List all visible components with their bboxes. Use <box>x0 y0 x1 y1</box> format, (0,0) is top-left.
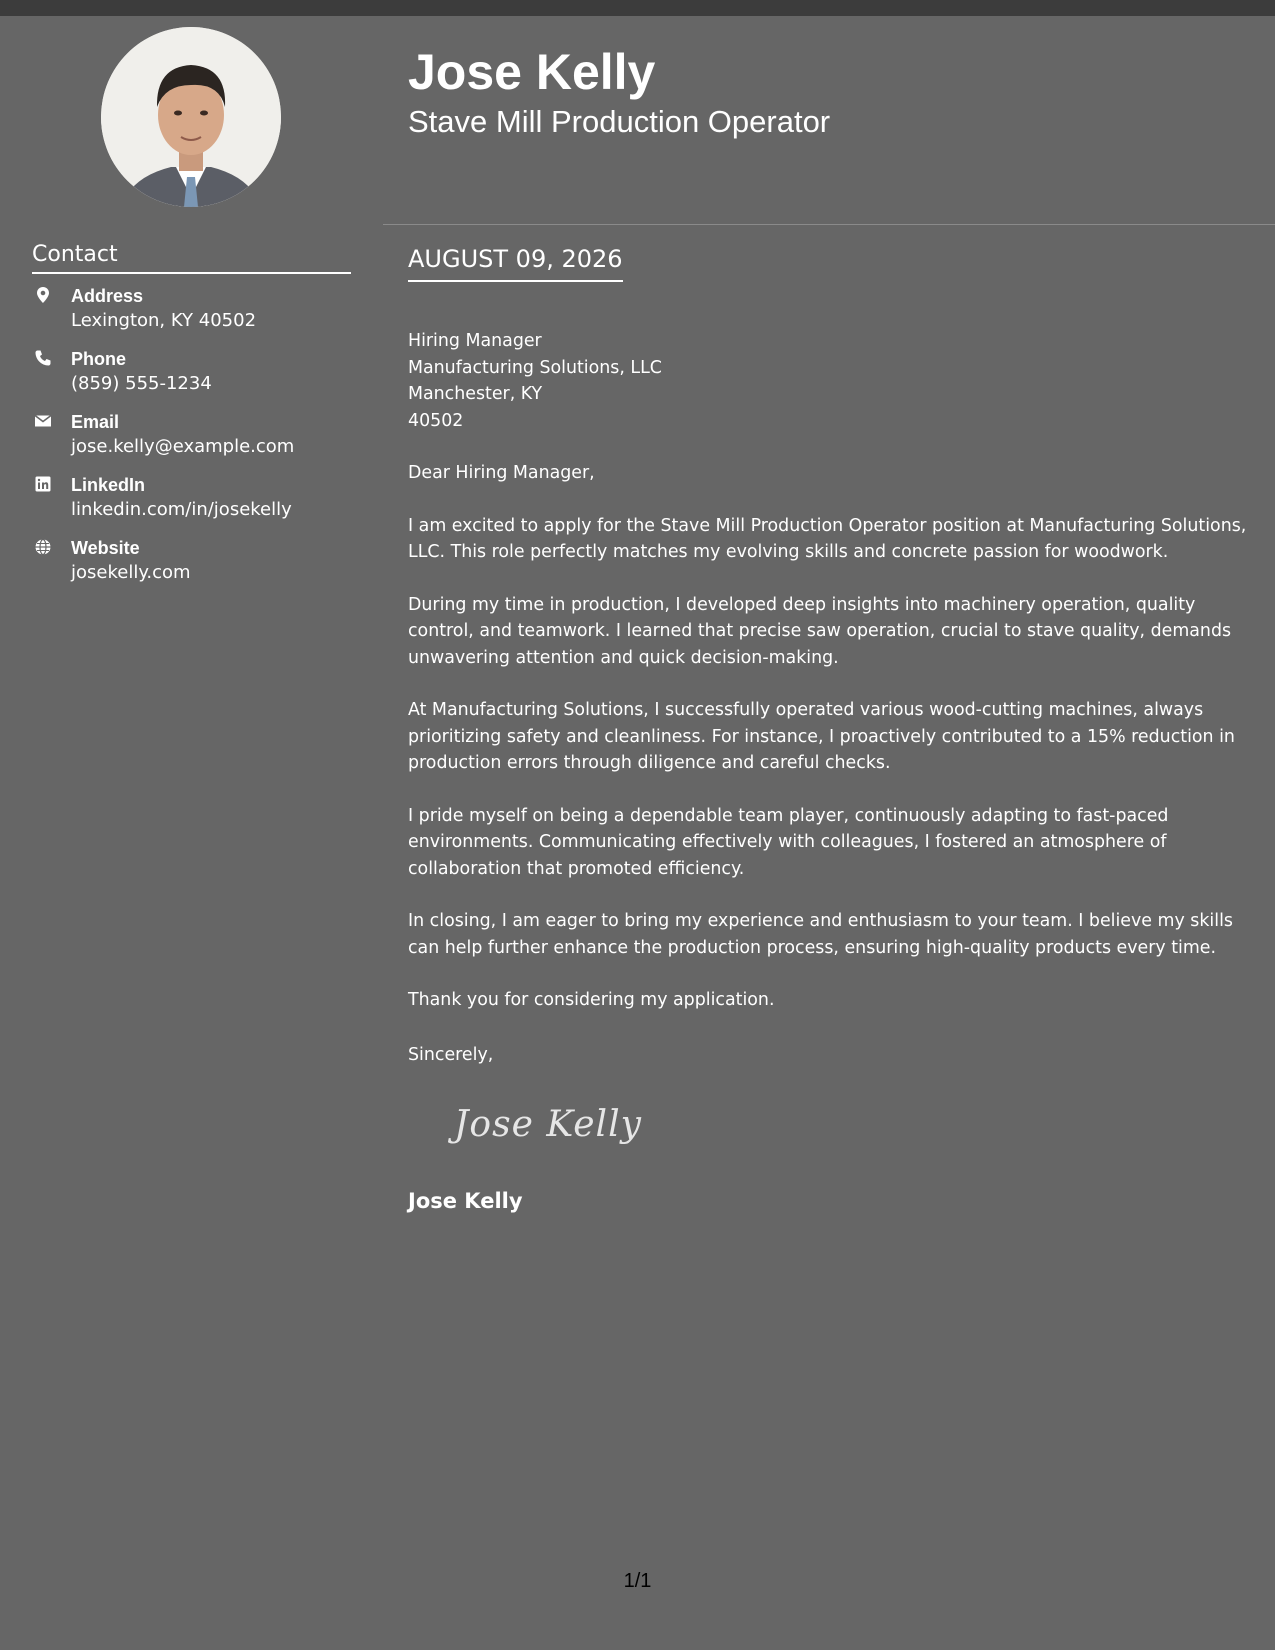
signed-name: Jose Kelly <box>408 1189 523 1213</box>
recipient-line: Hiring Manager <box>408 331 542 351</box>
contact-label: LinkedIn <box>71 475 146 495</box>
letter-body <box>408 302 1258 1040</box>
job-title: Stave Mill Production Operator <box>408 104 831 139</box>
contact-list <box>32 284 362 599</box>
phone-value: (859) 555-1234 <box>71 373 212 394</box>
contact-phone <box>32 347 362 410</box>
address-value: Lexington, KY 40502 <box>71 310 257 331</box>
recipient-line: Manchester, KY <box>408 384 543 404</box>
email-link[interactable]: jose.kelly@example.com <box>71 436 295 457</box>
avatar <box>101 27 281 207</box>
globe-icon <box>34 538 52 556</box>
phone-icon <box>34 349 52 367</box>
contact-email <box>32 410 362 473</box>
closing: Sincerely, <box>408 1045 494 1065</box>
linkedin-link[interactable]: linkedin.com/in/josekelly <box>71 499 292 520</box>
website-link[interactable]: josekelly.com <box>71 562 191 583</box>
contact-label: Website <box>71 538 140 558</box>
envelope-icon <box>34 412 52 430</box>
body-paragraph: I am excited to apply for the Stave Mill Production Operator position at Manufacturing Solutions, LLC. This role perfectly matches my evolving skills and concrete passion for woodwork. <box>408 515 1247 562</box>
signature: Jose Kelly <box>454 1104 642 1145</box>
contact-label: Address <box>71 286 144 306</box>
applicant-name: Jose Kelly <box>408 44 656 100</box>
body-paragraph: In closing, I am eager to bring my experience and enthusiasm to your team. I believe my skills can help further enhance the production process, ensuring high-quality products every time. <box>408 911 1233 958</box>
recipient-line: Manufacturing Solutions, LLC <box>408 357 662 378</box>
header-divider <box>383 224 1275 225</box>
contact-label: Phone <box>71 349 127 369</box>
body-paragraph: During my time in production, I developed deep insights into machinery operation, quality control, and teamwork. I learned that precise saw operation, crucial to stave quality, demands unwavering attention and quick decision-making. <box>408 594 1232 668</box>
salutation: Dear Hiring Manager, <box>408 463 595 483</box>
linkedin-icon <box>34 475 52 493</box>
letter-date: AUGUST 09, 2026 <box>408 244 623 282</box>
body-paragraph: At Manufacturing Solutions, I successfully operated various wood-cutting machines, always prioritizing safety and cleanliness. For instance, I proactively contributed to a 15% reduction in production errors through diligence and careful checks. <box>408 700 1235 773</box>
contact-address <box>32 284 362 347</box>
contact-linkedin <box>32 473 362 536</box>
top-bar <box>0 0 1275 16</box>
body-paragraph: Thank you for considering my application. <box>408 990 775 1010</box>
recipient-line: 40502 <box>408 410 464 431</box>
contact-label[interactable]: Email <box>71 412 120 432</box>
body-paragraph: I pride myself on being a dependable team player, continuously adapting to fast-paced environments. Communicating effectively with colleagues, I fostered an atmosphere of collaboration that promoted efficiency. <box>408 805 1169 879</box>
location-pin-icon <box>34 286 52 304</box>
contact-heading: Contact <box>32 240 351 274</box>
contact-website <box>32 536 362 599</box>
page-number: 1/1 <box>623 1570 652 1592</box>
portrait-image <box>101 27 281 207</box>
